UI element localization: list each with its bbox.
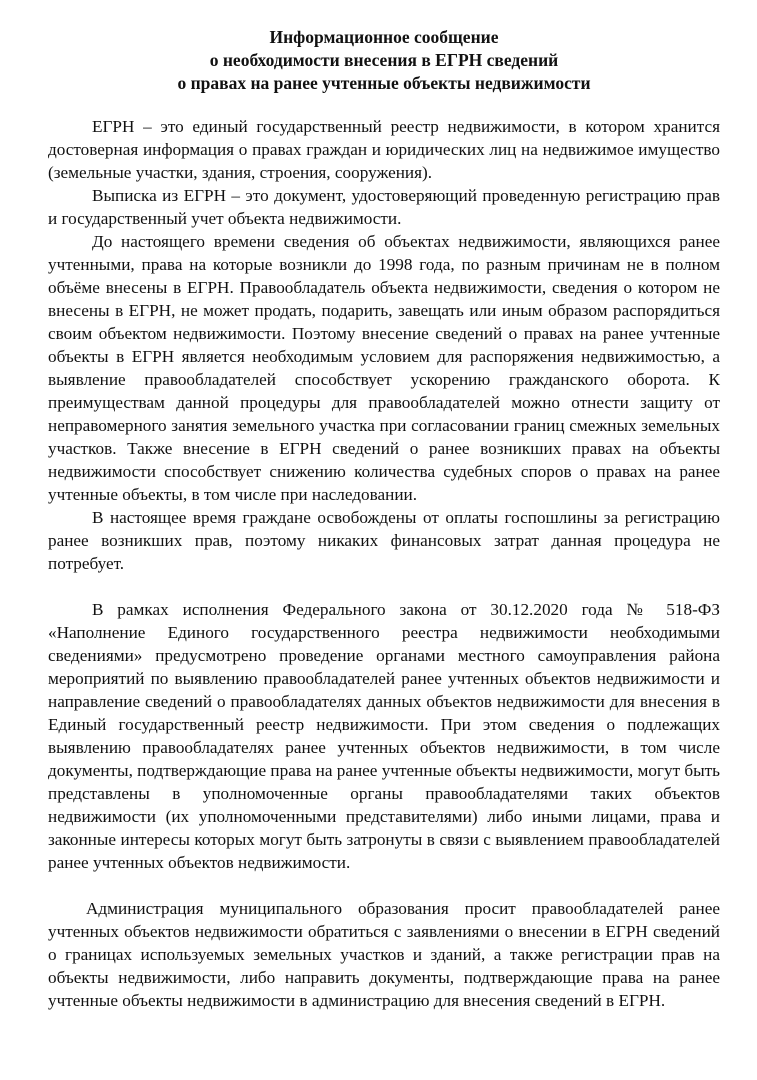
paragraph-extract-definition: Выписка из ЕГРН – это документ, удостоверяющий проведенную регистрацию прав и государственный учет объекта недвижимости. [48,186,720,228]
paragraph-spacer [48,874,720,897]
paragraph-federal-law: В рамках исполнения Федерального закона от 30.12.2020 года № 518-ФЗ «Наполнение Единого государственного реестра недвижимости необходимыми сведениями» предусмотрено проведение органами местного самоуправления района мероприятий по выявлению правообладателей ранее учтенных объектов недвижимости и направление сведений о правообладателях данных объектов недвижимости для внесения в Единый государственный реестр недвижимости. При этом сведения о подлежащих выявлению правообладателях ранее учтенных объектов недвижимости, в том числе документы, подтверждающие права на ранее учтенные объекты недвижимости, могут быть представлены в уполномоченные органы правообладателями таких объектов недвижимости (их уполномоченными представителями) либо иными лицами, права и законные интересы которых могут быть затронуты в связи с выявлением правообладателей ранее учтенных объектов недвижимости. [48,600,721,872]
title-line-1: Информационное сообщение [269,27,499,47]
title-line-3: о правах на ранее учтенные объекты недвижимости [177,73,591,93]
paragraph-spacer [48,575,720,598]
title-line-2: о необходимости внесения в ЕГРН сведений [209,50,559,70]
document-page [48,26,720,1012]
paragraph-egrn-definition: ЕГРН – это единый государственный реестр недвижимости, в котором хранится достоверная информация о правах граждан и юридических лиц на недвижимое имущество (земельные участки, здания, строения, сооружения). [48,117,720,182]
paragraph-no-fee: В настоящее время граждане освобождены от оплаты госпошлины за регистрацию ранее возникших прав, поэтому никаких финансовых затрат данная процедура не потребует. [48,508,720,573]
document-title [48,26,720,95]
paragraph-previously-registered: До настоящего времени сведения об объектах недвижимости, являющихся ранее учтенными, права на которые возникли до 1998 года, по разным причинам не в полном объёме внесены в ЕГРН. Правообладатель объекта недвижимости, сведения о котором не внесены в ЕГРН, не может продать, подарить, завещать или иным образом распорядиться своим объектом недвижимости. Поэтому внесение сведений о правах на ранее учтенные объекты в ЕГРН является необходимым условием для распоряжения недвижимостью, а выявление правообладателей способствует ускорению гражданского оборота. К преимуществам данной процедуры для правообладателей можно отнести защиту от неправомерного занятия земельного участка при согласовании границ смежных земельных участков. Также внесение в ЕГРН сведений о ранее возникших правах на объекты недвижимости способствует снижению количества судебных споров о правах на ранее учтенные объекты, в том числе при наследовании. [48,232,720,504]
paragraph-administration-request: Администрация муниципального образования просит правообладателей ранее учтенных объектов недвижимости обратиться с заявлениями о внесении в ЕГРН сведений о границах используемых земельных участков и зданий, а также регистрации прав на объекты недвижимости, либо направить документы, подтверждающие права на ранее учтенные объекты недвижимости в администрацию для внесения сведений в ЕГРН. [48,899,720,1010]
